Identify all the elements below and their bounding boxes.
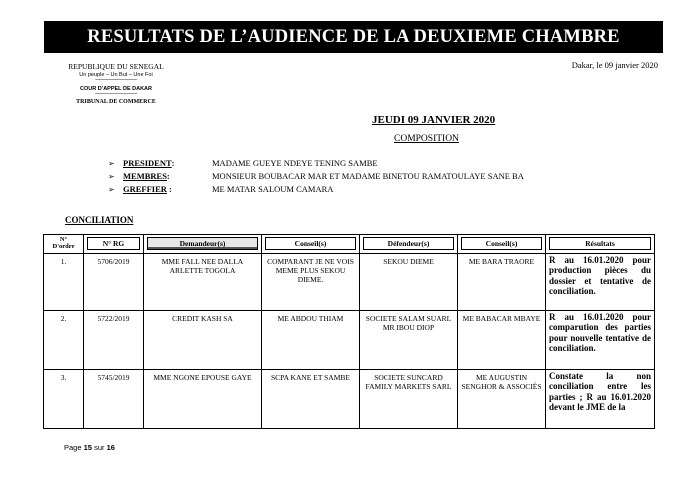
table-row	[44, 254, 655, 311]
letterhead	[56, 63, 176, 106]
plaintiff-cell: MME FALL NEE DALLA ARLETTE TOGOLA	[144, 254, 262, 311]
rg-number: 5745/2019	[84, 370, 144, 429]
session-date: JEUDI 09 JANVIER 2020	[372, 114, 496, 126]
column-header-counsel: Conseil(s)	[458, 235, 546, 254]
separator-line: ------------------------------------	[95, 92, 137, 97]
current-page: 15	[83, 443, 92, 452]
composition-item-members: ➢ MEMBRES: MONSIEUR BOUBACAR MAR ET MADAME BINETOU RAMATOULAYE SANE BA	[108, 171, 524, 181]
plaintiff-cell: MME NGONE EPOUSE GAYE	[144, 370, 262, 429]
member-names: ME MATAR SALOUM CAMARA	[212, 184, 334, 194]
member-names: MONSIEUR BOUBACAR MAR ET MADAME BINETOU RAMATOULAYE SANE BA	[212, 171, 524, 181]
column-header-rg: N° RG	[84, 235, 144, 254]
counsel-cell: ME BARA TRAORE	[458, 254, 546, 311]
role-label: MEMBRES	[123, 171, 167, 181]
column-header-order: N° D'ordre	[44, 235, 84, 254]
order-number: 2.	[44, 311, 84, 370]
plaintiff-cell: CREDIT KASH SA	[144, 311, 262, 370]
rg-number: 5706/2019	[84, 254, 144, 311]
defendant-cell: SEKOU DIEME	[360, 254, 458, 311]
document-date: Dakar, le 09 janvier 2020	[571, 60, 658, 70]
arrow-bullet-icon: ➢	[108, 172, 115, 181]
column-header-counsel: Conseil(s)	[262, 235, 360, 254]
table-header-row	[44, 235, 655, 254]
order-number: 1.	[44, 254, 84, 311]
column-header-results: Résultats	[546, 235, 655, 254]
arrow-bullet-icon: ➢	[108, 185, 115, 194]
composition-item-president: ➢ PRESIDENT: MADAME GUEYE NDEYE TENING SAMBE	[108, 158, 378, 168]
defendant-cell: SOCIETE SALAM SUARL MR IBOU DIOP	[360, 311, 458, 370]
table-row	[44, 311, 655, 370]
page-footer: Page 15 sur 16	[64, 443, 115, 452]
column-header-plaintiff: Demandeur(s)	[144, 235, 262, 254]
result-cell: R au 16.01.2020 pour comparution des parties pour nouvelle tentative de conciliation.	[546, 311, 655, 370]
separator-line: ------------------------------------	[95, 77, 137, 83]
order-number: 3.	[44, 370, 84, 429]
result-cell: Constate la non conciliation entre les parties ; R au 16.01.2020 devant le JME de la	[546, 370, 655, 429]
counsel-cell: ME BABACAR MBAYE	[458, 311, 546, 370]
defendant-cell: SOCIETE SUNCARD FAMILY MARKETS SARL	[360, 370, 458, 429]
tribunal-name: TRIBUNAL DE COMMERCE	[76, 98, 156, 105]
table-row	[44, 370, 655, 429]
rg-number: 5722/2019	[84, 311, 144, 370]
composition-list	[108, 157, 524, 196]
member-names: MADAME GUEYE NDEYE TENING SAMBE	[212, 158, 378, 168]
counsel-cell: SCPA KANE ET SAMBE	[262, 370, 360, 429]
counsel-cell: ME AUGUSTIN SENGHOR & ASSOCIÉS	[458, 370, 546, 429]
result-cell: R au 16.01.2020 pour production pièces du dossier et tentative de conciliation.	[546, 254, 655, 311]
composition-heading: COMPOSITION	[394, 134, 459, 144]
title-banner	[44, 21, 663, 53]
counsel-cell: ME ABDOU THIAM	[262, 311, 360, 370]
counsel-cell: COMPARANT JE NE VOIS MEME PLUS SEKOU DIEME.	[262, 254, 360, 311]
republic-name: REPUBLIQUE DU SENEGAL	[68, 62, 164, 71]
total-pages: 16	[106, 443, 115, 452]
results-table	[43, 234, 655, 429]
section-heading: CONCILIATION	[65, 215, 134, 225]
arrow-bullet-icon: ➢	[108, 159, 115, 168]
role-label: GREFFIER	[123, 184, 167, 194]
page-title: RESULTATS DE L’AUDIENCE DE LA DEUXIEME CHAMBRE	[87, 26, 620, 47]
court-name: COUR D’APPEL DE DAKAR	[79, 85, 152, 92]
composition-item-clerk: ➢ GREFFIER : ME MATAR SALOUM CAMARA	[108, 184, 334, 194]
national-motto: Un peuple – Un But – Une Foi	[79, 71, 153, 78]
column-header-defendant: Défendeur(s)	[360, 235, 458, 254]
role-label: PRESIDENT	[123, 158, 172, 168]
